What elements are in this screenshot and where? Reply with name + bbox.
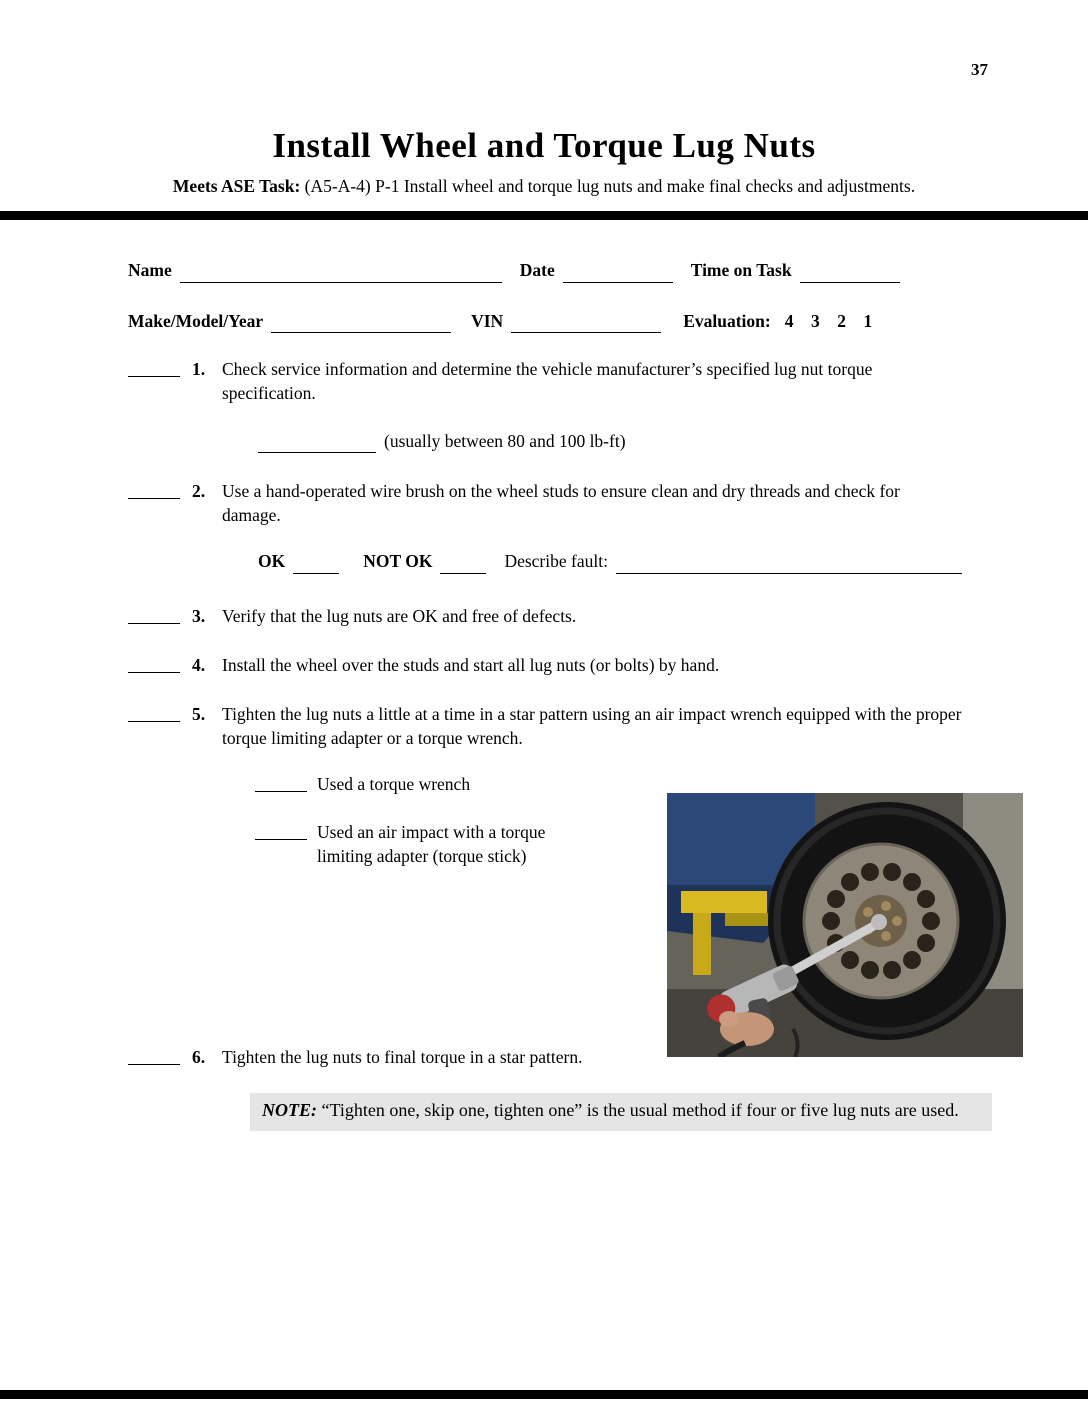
step-1-text: Check service information and determine the vehicle manufacturer’s specified lug nut torque specification.: [222, 358, 873, 403]
step-6-number: 6.: [192, 1046, 206, 1067]
impact-wrench-photo-illustration: [667, 793, 1023, 1057]
note-box: [250, 1093, 992, 1131]
describe-fault-label: Describe fault:: [504, 551, 608, 572]
not-ok-label: NOT OK: [363, 551, 433, 572]
torque-wrench-option-text: Used a torque wrench: [317, 774, 471, 795]
page-number: 37: [971, 60, 988, 79]
name-label: Name: [128, 260, 172, 281]
make-model-year-blank-line: [271, 313, 451, 333]
top-divider-rule: [0, 211, 1088, 220]
step-1-completion-blank: [128, 357, 180, 377]
ase-task-label: Meets ASE Task:: [172, 176, 301, 197]
bottom-divider-rule: [0, 1390, 1088, 1399]
step-1-torque-spec-line: [258, 429, 962, 453]
not-ok-blank-line: [440, 554, 486, 574]
ase-task-line: [108, 174, 980, 198]
step-3-completion-blank: [128, 604, 180, 624]
ok-blank-line: [293, 554, 339, 574]
step-4-text: Install the wheel over the studs and start all lug nuts (or bolts) by hand.: [222, 654, 720, 675]
make-model-year-label: Make/Model/Year: [128, 310, 264, 331]
torque-spec-hint: (usually between 80 and 100 lb-ft): [384, 431, 626, 451]
step-5-completion-blank: [128, 702, 180, 722]
step-4-number: 4.: [192, 654, 206, 675]
time-on-task-blank-line: [800, 263, 900, 283]
step-4-completion-blank: [128, 653, 180, 673]
ok-label: OK: [258, 551, 286, 572]
date-label: Date: [519, 260, 555, 281]
vin-blank-line: [511, 313, 661, 333]
name-blank-line: [180, 263, 502, 283]
step-item-3: [128, 604, 962, 628]
step-6-text: Tighten the lug nuts to final torque in a star pattern.: [222, 1046, 583, 1067]
step-6-completion-blank: [128, 1045, 180, 1065]
step-5-number: 5.: [192, 703, 206, 724]
torque-spec-blank-line: [258, 433, 376, 453]
step-item-4: [128, 653, 962, 677]
page-title: Install Wheel and Torque Lug Nuts: [272, 126, 816, 165]
air-impact-option-text: Used an air impact with a torque limiting adapter (torque stick): [317, 822, 546, 867]
step-2-completion-blank: [128, 479, 180, 499]
step-1-number: 1.: [192, 358, 206, 379]
step-3-number: 3.: [192, 605, 206, 626]
step-item-5: [128, 702, 962, 750]
note-text: “Tighten one, skip one, tighten one” is the usual method if four or five lug nuts are used.: [317, 1099, 959, 1120]
evaluation-label: Evaluation:: [683, 310, 771, 331]
evaluation-scale: 4 3 2 1: [784, 310, 873, 331]
note-label: NOTE:: [262, 1099, 317, 1120]
step-2-ok-line: [258, 549, 962, 573]
date-blank-line: [563, 263, 673, 283]
time-on-task-label: Time on Task: [690, 260, 792, 281]
ase-task-text: (A5-A-4) P-1 Install wheel and torque lug nuts and make final checks and adjustments.: [300, 176, 916, 197]
describe-fault-blank-line: [616, 554, 962, 574]
step-3-text: Verify that the lug nuts are OK and free of defects.: [222, 605, 577, 626]
step-2-text: Use a hand-operated wire brush on the wheel studs to ensure clean and dry threads and check for damage.: [222, 481, 900, 526]
header-form-line-2: [128, 309, 962, 333]
impact-wrench-photo: [667, 793, 1023, 1057]
step-5-text: Tighten the lug nuts a little at a time in a star pattern using an air impact wrench equipped with the proper torque limiting adapter or a torque wrench.: [222, 703, 962, 748]
air-impact-blank-line: [255, 820, 307, 840]
header-form-line-1: [128, 258, 962, 282]
torque-wrench-blank-line: [255, 772, 307, 792]
step-item-1: [128, 357, 962, 405]
step-item-2: [128, 479, 962, 527]
vin-label: VIN: [471, 310, 504, 331]
step-2-number: 2.: [192, 481, 206, 502]
